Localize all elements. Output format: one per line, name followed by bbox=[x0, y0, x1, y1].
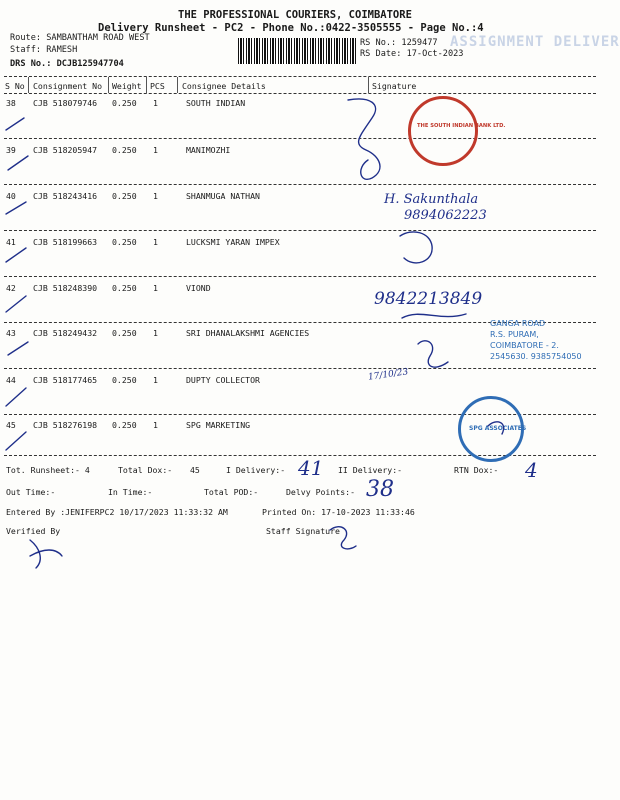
company-title: THE PROFESSIONAL COURIERS, COIMBATORE bbox=[178, 9, 412, 21]
row-41-cons: CJB 518199663 bbox=[33, 237, 98, 247]
i-delivery: I Delivery:- bbox=[226, 465, 286, 475]
tot-runsheet: Tot. Runsheet:- 4 bbox=[6, 465, 90, 475]
row-42-cons: CJB 518248390 bbox=[33, 283, 98, 293]
printed-on: Printed On: 17-10-2023 11:33:46 bbox=[262, 507, 415, 517]
agencies-stamp: GANGA ROAD R.S. PURAM, COIMBATORE - 2. 2545630. 9385754050 bbox=[490, 319, 582, 361]
drs-label: DRS No.: DCJB125947704 bbox=[10, 59, 124, 69]
col-weight: Weight bbox=[112, 81, 142, 91]
delvy-points: Delvy Points:- bbox=[286, 487, 356, 497]
row-40-pcs: 1 bbox=[153, 191, 158, 201]
hand-row40-name: H. Sakunthala bbox=[384, 192, 479, 207]
rs-no: RS No.: 1259477 bbox=[360, 38, 438, 48]
row-44-consignee: DUPTY COLLECTOR bbox=[186, 375, 260, 385]
hand-i-delivery: 41 bbox=[298, 456, 324, 480]
hand-row40-phone: 9894062223 bbox=[404, 208, 487, 223]
row-43-consignee: SRI DHANALAKSHMI AGENCIES bbox=[186, 328, 310, 338]
row-45-weight: 0.250 bbox=[112, 420, 137, 430]
row-39-sno: 39 bbox=[6, 145, 16, 155]
entered-by: Entered By :JENIFERPC2 10/17/2023 11:33:32 AM bbox=[6, 507, 228, 517]
row-45-cons: CJB 518276198 bbox=[33, 420, 98, 430]
hand-rtn: 4 bbox=[525, 458, 538, 482]
row-38-sno: 38 bbox=[6, 98, 16, 108]
row-44-pcs: 1 bbox=[153, 375, 158, 385]
row-42-consignee: VIOND bbox=[186, 283, 211, 293]
row-43-pcs: 1 bbox=[153, 328, 158, 338]
row-39-cons: CJB 518205947 bbox=[33, 145, 98, 155]
row-39-pcs: 1 bbox=[153, 145, 158, 155]
spg-stamp: SPG ASSOCIATES bbox=[458, 396, 524, 462]
bank-stamp: THE SOUTH INDIAN BANK LTD. bbox=[408, 96, 478, 166]
col-signature: Signature bbox=[372, 81, 417, 91]
row-38-cons: CJB 518079746 bbox=[33, 98, 98, 108]
row-42-pcs: 1 bbox=[153, 283, 158, 293]
row-40-sno: 40 bbox=[6, 191, 16, 201]
total-dox-label: Total Dox:- bbox=[118, 465, 173, 475]
row-45-sno: 45 bbox=[6, 420, 16, 430]
row-40-consignee: SHANMUGA NATHAN bbox=[186, 191, 260, 201]
total-dox-value: 45 bbox=[190, 465, 200, 475]
staff-label: Staff: RAMESH bbox=[10, 45, 78, 55]
row-42-sno: 42 bbox=[6, 283, 16, 293]
rs-date: RS Date: 17-Oct-2023 bbox=[360, 49, 464, 59]
row-38-weight: 0.250 bbox=[112, 98, 137, 108]
row-42-weight: 0.250 bbox=[112, 283, 137, 293]
col-consignee: Consignee Details bbox=[182, 81, 266, 91]
route-label: Route: SAMBANTHAM ROAD WEST bbox=[10, 33, 150, 43]
row-39-weight: 0.250 bbox=[112, 145, 137, 155]
row-45-consignee: SPG MARKETING bbox=[186, 420, 251, 430]
row-40-weight: 0.250 bbox=[112, 191, 137, 201]
total-pod: Total POD:- bbox=[204, 487, 259, 497]
row-38-consignee: SOUTH INDIAN bbox=[186, 98, 246, 108]
row-43-weight: 0.250 bbox=[112, 328, 137, 338]
row-44-cons: CJB 518177465 bbox=[33, 375, 98, 385]
row-38-pcs: 1 bbox=[153, 98, 158, 108]
staff-signature: Staff Signature bbox=[266, 526, 340, 536]
verified-by: Verified By bbox=[6, 526, 61, 536]
hand-delvy-points: 38 bbox=[366, 477, 394, 502]
row-41-pcs: 1 bbox=[153, 237, 158, 247]
row-44-sno: 44 bbox=[6, 375, 16, 385]
row-43-cons: CJB 518249432 bbox=[33, 328, 98, 338]
row-39-consignee: MANIMOZHI bbox=[186, 145, 231, 155]
ii-delivery: II Delivery:- bbox=[338, 465, 403, 475]
row-43-sno: 43 bbox=[6, 328, 16, 338]
col-consignment: Consignment No bbox=[33, 81, 103, 91]
in-time: In Time:- bbox=[108, 487, 153, 497]
row-41-sno: 41 bbox=[6, 237, 16, 247]
row-40-cons: CJB 518243416 bbox=[33, 191, 98, 201]
out-time: Out Time:- bbox=[6, 487, 56, 497]
row-45-pcs: 1 bbox=[153, 420, 158, 430]
col-pcs: PCS bbox=[150, 81, 165, 91]
hand-row44-date: 17/10/23 bbox=[367, 367, 409, 383]
rtn-dox: RTN Dox:- bbox=[454, 465, 499, 475]
row-41-consignee: LUCKSMI YARAN IMPEX bbox=[186, 237, 280, 247]
col-sno: S No bbox=[5, 81, 25, 91]
row-41-weight: 0.250 bbox=[112, 237, 137, 247]
runsheet-title: Delivery Runsheet - PC2 - Phone No.:0422-3505555 - Page No.:4 bbox=[98, 22, 484, 34]
hand-row42-phone: 9842213849 bbox=[374, 289, 483, 309]
row-44-weight: 0.250 bbox=[112, 375, 137, 385]
watermark: ASSIGNMENT DELIVER bbox=[450, 34, 620, 50]
